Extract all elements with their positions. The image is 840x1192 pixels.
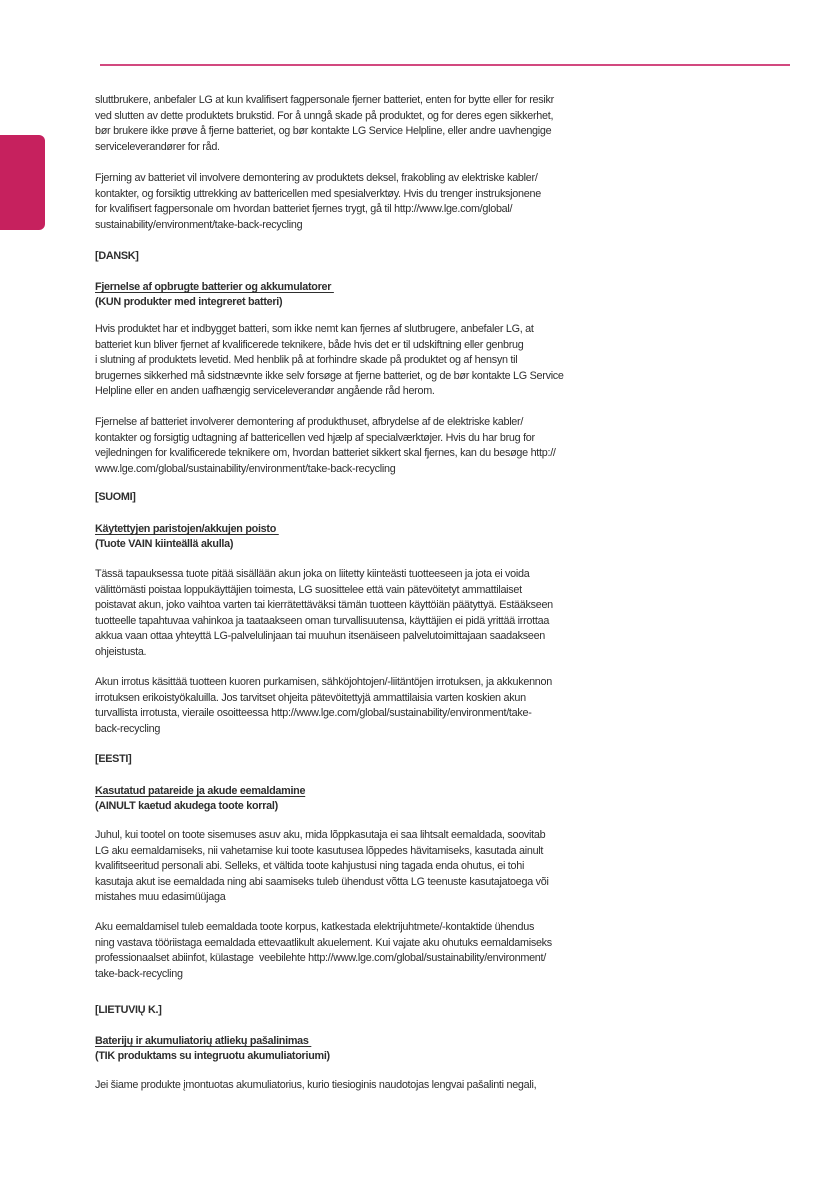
text-line: ohjeistusta.: [95, 645, 147, 658]
section-heading-eesti: [95, 784, 795, 814]
lietuviu-paragraph-1: [95, 1078, 795, 1094]
text-line: Fjernelse af batteriet involverer demontering af produkthuset, afbrydelse af de elektriske kabler/: [95, 416, 524, 428]
section-heading: Käytettyjen paristojen/akkujen poisto: [95, 523, 279, 535]
section-heading-dansk: [95, 280, 795, 310]
section-subheading: (AINULT kaetud akudega toote korral): [95, 800, 278, 812]
text-line: i slutning af produktets levetid. Med henblik på at forhindre skade på produktet og af hensyn til: [95, 354, 518, 367]
section-heading: Baterijų ir akumuliatorių atliekų pašalinimas: [95, 1035, 312, 1047]
header-rule: [100, 64, 790, 66]
dansk-paragraph-1: [95, 322, 795, 400]
text-line: Jei šiame produkte įmontuotas akumuliatorius, kurio tiesioginis naudotojas lengvai pašalinti negali,: [95, 1079, 537, 1091]
text-line: for kvalifisert fagpersonale om hvordan batteriet fjernes trygt, gå til http://www.lge.com/global/: [95, 203, 513, 216]
suomi-paragraph-1: [95, 567, 795, 661]
intro-paragraph-1: [95, 93, 795, 155]
language-side-tab: [0, 135, 45, 230]
section-heading: Kasutatud patareide ja akude eemaldamine: [95, 785, 306, 797]
section-label-lietuviu: [LIETUVIŲ K.]: [95, 1004, 162, 1016]
text-line: batteriet kun bliver fjernet af kvalificerede teknikere, både hvis det er til udskiftning eller genbrug: [95, 338, 524, 351]
text-line: Fjerning av batteriet vil involvere demontering av produktets deksel, frakobling av elektriske kabler/: [95, 172, 538, 184]
text-line: LG aku eemaldamiseks, nii vahetamise kui toote kasutusea lõppedes hävitamiseks, kasutada ainult: [95, 844, 544, 857]
text-line: back-recycling: [95, 722, 161, 735]
text-line: sluttbrukere, anbefaler LG at kun kvalifisert fagpersonale fjerner batteriet, enten for bytte eller for resikr: [95, 94, 554, 106]
section-heading-lietuviu: [95, 1034, 795, 1064]
suomi-paragraph-2: [95, 675, 795, 737]
text-line: kontakter, og forsiktig uttrekking av battericellen med spesialverktøy. Hvis du trenger instruksjonene: [95, 187, 541, 200]
text-line: serviceleverandører for råd.: [95, 140, 220, 153]
text-line: Aku eemaldamisel tuleb eemaldada toote korpus, katkestada elektrijuhtmete/-kontaktide ühendus: [95, 921, 535, 933]
text-line: Juhul, kui tootel on toote sisemuses asuv aku, mida lõppkasutaja ei saa lihtsalt eemaldada, soovitab: [95, 829, 546, 841]
text-line: kasutaja akut ise eemaldada ning abi saamiseks tuleb ühendust võtta LG teenuste kasutajatoega või: [95, 875, 549, 888]
text-line: sustainability/environment/take-back-recycling: [95, 218, 303, 231]
text-line: Hvis produktet har et indbygget batteri, som ikke nemt kan fjernes af slutbrugere, anbefaler LG, at: [95, 323, 534, 335]
text-line: akkua vaan ottaa yhteyttä LG-palvelulinjaan tai muuhun itsenäiseen palvelutoimittajaan saadakseen: [95, 630, 546, 643]
text-line: poistavat akun, joko vaihtoa varten tai kierrätettäväksi tämän tuotteen käyttöiän päätyttyä. Estääkseen: [95, 599, 553, 612]
text-line: kvalifitseeritud personali abi. Selleks, et vältida toote kahjustusi ning tagada enda ohutus, ei tohi: [95, 860, 525, 873]
text-line: Helpline eller en anden uafhængig serviceleverandør angående råd herom.: [95, 385, 435, 398]
text-line: ved slutten av dette produktets brukstid. For å unngå skade på produktet, og for deres egen sikkerhet,: [95, 109, 554, 122]
text-line: ning vastava tööriistaga eemaldada ettevaatlikult akuelement. Kui vajate aku ohutuks eemaldamiseks: [95, 936, 552, 949]
eesti-paragraph-2: [95, 920, 795, 982]
text-line: brugernes sikkerhed må sidstnævnte ikke selv forsøge at fjerne batteriet, og de bør kontakte LG Service: [95, 369, 564, 382]
text-line: www.lge.com/global/sustainability/environment/take-back-recycling: [95, 462, 396, 475]
text-line: tuotteelle tapahtuvaa vahinkoa ja taataakseen oman turvallisuutensa, käyttäjien ei pidä yrittää irrottaa: [95, 614, 550, 627]
section-heading-suomi: [95, 522, 795, 552]
text-line: välittömästi poistaa loppukäyttäjien toimesta, LG suosittelee että vain pätevöitetyt ammattilaiset: [95, 583, 522, 596]
section-subheading: (Tuote VAIN kiinteällä akulla): [95, 538, 234, 550]
text-line: kontakter og forsigtig udtagning af battericellen ved hjælp af specialværktøjer. Hvis du har brug for: [95, 431, 535, 444]
dansk-paragraph-2: [95, 415, 795, 477]
text-line: Tässä tapauksessa tuote pitää sisällään akun joka on liitetty kiinteästi tuotteeseen ja jota ei voida: [95, 568, 530, 580]
text-line: Akun irrotus käsittää tuotteen kuoren purkamisen, sähköjohtojen/-liitäntöjen irrotuksen, ja akkukennon: [95, 676, 552, 688]
eesti-paragraph-1: [95, 828, 795, 906]
text-line: bør brukere ikke prøve å fjerne batteriet, og bør kontakte LG Service Helpline, eller andre uavhengige: [95, 125, 552, 138]
text-line: irrotuksen erikoistyökaluilla. Jos tarvitset ohjeita pätevöitettyjä ammattilaisia varten koskien akun: [95, 691, 526, 704]
intro-paragraph-2: [95, 171, 795, 233]
text-line: turvallista irrotusta, vieraile osoitteessa http://www.lge.com/global/sustainability/environment/take-: [95, 707, 532, 720]
section-subheading: (TIK produktams su integruotu akumuliatoriumi): [95, 1050, 330, 1062]
section-label-eesti: [EESTI]: [95, 753, 132, 765]
text-line: professionaalset abiinfot, külastage veebilehte http://www.lge.com/global/sustainability/environment/: [95, 952, 546, 965]
section-subheading: (KUN produkter med integreret batteri): [95, 296, 283, 308]
text-line: take-back-recycling: [95, 967, 183, 980]
text-line: mistahes muu edasimüüjaga: [95, 891, 226, 904]
section-label-dansk: [DANSK]: [95, 250, 139, 262]
section-label-suomi: [SUOMI]: [95, 491, 136, 503]
text-line: vejledningen for kvalificerede teknikere om, hvordan batteriet sikkert skal fjernes, kan du besøge http://: [95, 447, 556, 460]
section-heading: Fjernelse af opbrugte batterier og akkumulatorer: [95, 281, 334, 293]
